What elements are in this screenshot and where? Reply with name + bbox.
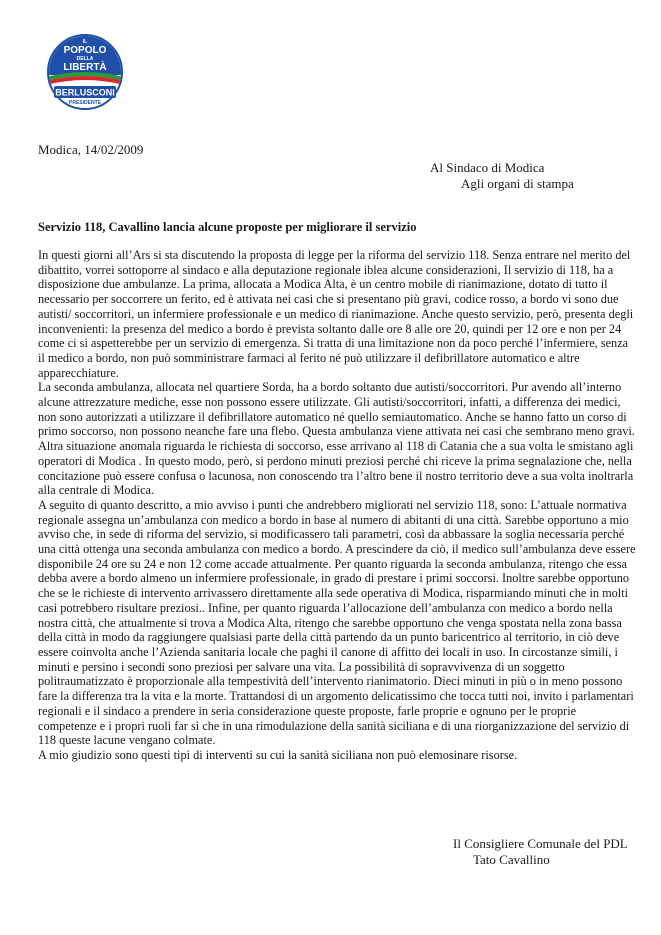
pdl-logo <box>46 33 124 111</box>
logo-della: DELLA <box>76 56 94 62</box>
body-paragraph-3: Altra situazione anomala riguarda le richiesta di soccorso, esse arrivano al 118 di Catania che a sua volta le smistano agli operatori di Modica . In questo modo, però, si perdono minuti preziosi perché chi riceve la prima segnalazione che, nella concitazione può essere confusa o lacunosa, non conoscendo tra l’altro bene il nostro territorio deve a sua volta inoltrarla alla centrale di Modica. <box>38 439 634 498</box>
logo-il: IL <box>82 39 88 45</box>
body-paragraph-2: La seconda ambulanza, allocata nel quartiere Sorda, ha a bordo soltanto due autisti/soccorritori. Pur avendo all’interno alcune attrezzature mediche, esse non possono essere utilizzate. Gli autisti/soccorritori, infatti, a differenza dei medici, non sono autorizzati a utilizzare il defibrillatore automatico né quello semiautomatico. Anche se hanno fatto un corso di primo soccorso, non possono neanche fare una flebo. Questa ambulanza viene attivata nei casi che sembrano meno gravi. <box>38 380 635 439</box>
letter-body <box>38 248 636 763</box>
signature-title: Il Consigliere Comunale del PDL <box>453 836 628 851</box>
signature-name: Tato Cavallino <box>473 852 550 867</box>
body-paragraph-4: A seguito di quanto descritto, a mio avviso i punti che andrebbero migliorati nel servizio 118, sono: L’attuale normativa regionale assegna un’ambulanza con medico a bordo in base al numero di abitanti di una città. Sarebbe opportuno a mio avviso che, in sede di riforma del servizio, si modificassero tali parametri, così da abbassare la soglia necessaria perché una città ottenga una seconda ambulanza con medico a bordo. A prescindere da ciò, il medico sull’ambulanza deve essere disponibile 24 ore su 24 e non 12 come accade attualmente. Per quanto riguarda la seconda ambulanza, ritengo che essa debba avere a bordo almeno un infermiere professionale, in grado di prestare i primi soccorsi. Inoltre sarebbe opportuno che se le richieste di intervento arrivassero direttamente alla sede operativa di Modica, risparmiando minuti che in molti casi potrebbero risultare preziosi.. Infine, per quanto riguarda l’allocazione dell’ambulanza con medico a bordo nella nostra città, che attualmente si trova a Modica Alta, ritengo che sarebbe opportuno che venga spostata nella zona bassa della città in modo da raggiungere qualsiasi parte della città partendo da un punto baricentrico al territorio, in ciò deve essere coinvolta anche l’Azienda sanitaria locale che paghi il canone di affitto dei locali in uso. In circostanze simili, i minuti e persino i secondi sono preziosi per salvare una vita. La possibilità di sopravvivenza di un soggetto politraumatizzato è proporzionale alla tempestività dell’intervento rianimatorio. Dieci minuti in più o in meno possono fare la differenza tra la vita e la morte. Trattandosi di un argomento delicatissimo che tocca tutti noi, invito i parlamentari regionali e il sindaco a prendere in seria considerazione queste proposte, farle proprie e ognuno per le proprie competenze e i propri ruoli far si che in una rimodulazione della sanità siciliana e di una riorganizzazione del servizio di 118 queste lacune vengano colmate. <box>38 497 636 748</box>
signature-block <box>453 836 628 868</box>
logo-presidente: PRESIDENTE <box>69 100 101 106</box>
logo-berlusconi: BERLUSCONI <box>55 87 115 98</box>
logo-popolo: POPOLO <box>63 45 107 56</box>
letter-subject: Servizio 118, Cavallino lancia alcune proposte per migliorare il servizio <box>38 220 417 234</box>
recipients-block <box>430 160 574 192</box>
body-paragraph-1: In questi giorni all’Ars si sta discutendo la proposta di legge per la riforma del servizio 118. Senza entrare nel merito del dibattito, vorrei sottoporre al sindaco e alla deputazione regionale iblea alcune considerazioni, Il servizio di 118, ha a disposizione due ambulanze. La prima, allocata a Modica Alta, è un centro mobile di rianimazione, dotato di tutto il necessario per soccorrere un ferito, ed è attivata nei casi che si presentano più gravi, codice rosso, a bordo vi sono due autisti/ soccorritori, un infermiere professionale e un medico di rianimazione. Anche questo servizio, però, presenta degli inconvenienti: la presenza del medico a bordo è prevista soltanto dalle ore 8 alle ore 20, quindi per 12 ore e non per 24 come ci si aspetterebbe per un servizio di emergenza. Si tratta di una limitazione non da poco perché l’infermiere, senza il medico a bordo, non può somministrare farmaci al ferito né può utilizzare il defibrillatore automatico e altre apparecchiature. <box>38 248 634 380</box>
letter-date: Modica, 14/02/2009 <box>38 142 144 157</box>
recipient-press: Agli organi di stampa <box>461 176 574 191</box>
body-paragraph-5: A mio giudizio sono questi tipi di interventi su cui la sanità siciliana non può elemosinare risorse. <box>38 747 518 762</box>
logo-liberta: LIBERTÀ <box>63 62 107 73</box>
recipient-mayor: Al Sindaco di Modica <box>430 160 545 175</box>
